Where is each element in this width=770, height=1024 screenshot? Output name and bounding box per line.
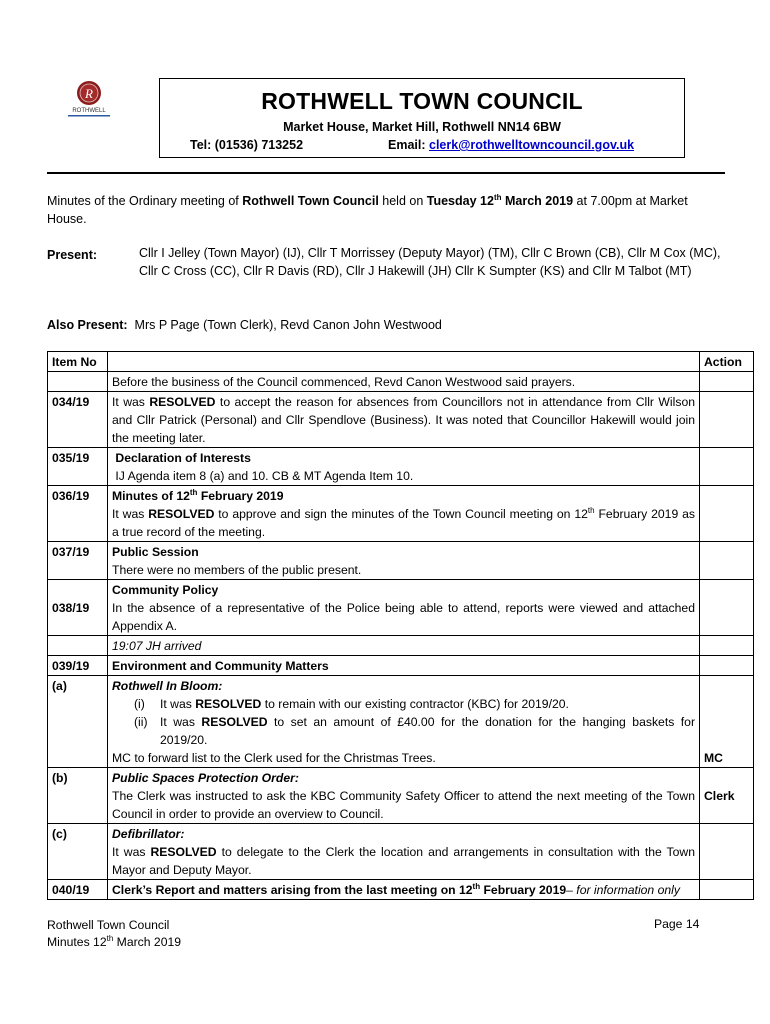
minutes-table xyxy=(47,351,754,900)
action-cell: MC xyxy=(700,676,754,768)
council-telephone: Tel: (01536) 713252 xyxy=(190,138,304,152)
table-row xyxy=(48,448,754,486)
table-row xyxy=(48,542,754,580)
mc-action-text: MC to forward list to the Clerk used for the Christmas Trees. xyxy=(112,751,436,765)
logo-letter: R xyxy=(85,86,93,101)
also-present-line xyxy=(47,316,442,334)
item-title: Minutes of 12th February 2019 xyxy=(112,487,284,503)
item-number: (c) xyxy=(48,824,108,880)
table-row xyxy=(48,486,754,542)
item-no-header: Item No xyxy=(48,352,108,372)
item-number: 034/19 xyxy=(48,392,108,448)
item-number: 038/19 xyxy=(48,580,108,636)
footer-council: Rothwell Town Council xyxy=(47,918,170,932)
prayers-text: Before the business of the Council commenced, Revd Canon Westwood said prayers. xyxy=(108,372,700,392)
sub-item: (ii) It was RESOLVED to set an amount of £40.00 for the donation for the hanging baskets for 2019/20. xyxy=(134,715,696,747)
logo-caption: ROTHWELL xyxy=(72,108,106,114)
item-039a-cell xyxy=(108,676,700,768)
item-036-cell: Minutes of 12th February 2019 It was RESOLVED to approve and sign the minutes of the Town Council meeting on 12th February 2019 as a true record of the meeting. xyxy=(108,486,700,542)
action-header: Action xyxy=(700,352,754,372)
item-037-cell xyxy=(108,542,700,580)
action-cell: Clerk xyxy=(700,768,754,824)
item-number: (b) xyxy=(48,768,108,824)
intro-council-name: Rothwell Town Council xyxy=(242,194,379,208)
item-038-text: In the absence of a representative of the Police being able to attend, reports were viewed and attached Appendix A. xyxy=(112,601,695,633)
table-row xyxy=(48,880,754,900)
intro-text-1: Minutes of the Ordinary meeting of xyxy=(47,194,243,208)
email-label: Email: xyxy=(388,138,426,152)
item-038-cell xyxy=(108,580,700,636)
council-title: ROTHWELL TOWN COUNCIL xyxy=(261,88,583,114)
present-label: Present: xyxy=(47,248,98,262)
table-header-row xyxy=(48,352,754,372)
intro-text-2: held on xyxy=(378,194,427,208)
page-number: Page 14 xyxy=(654,917,700,931)
item-title: Public Session xyxy=(112,545,199,559)
item-035-text: IJ Agenda item 8 (a) and 10. CB & MT Agenda Item 10. xyxy=(115,469,414,483)
item-040-cell: Clerk’s Report and matters arising from the last meeting on 12th February 2019– for information only xyxy=(108,880,700,900)
table-row xyxy=(48,372,754,392)
intro-paragraph xyxy=(47,192,727,228)
item-title: Environment and Community Matters xyxy=(108,656,700,676)
blank-header xyxy=(108,352,700,372)
intro-date xyxy=(427,194,573,208)
sub-item: (i) It was RESOLVED to remain with our existing contractor (KBC) for 2019/20. xyxy=(134,697,569,711)
table-row xyxy=(48,392,754,448)
item-number: 036/19 xyxy=(48,486,108,542)
header-divider xyxy=(47,172,725,174)
item-title: Public Spaces Protection Order: xyxy=(112,771,299,785)
intro-text-3: at 7.00pm at Market House. xyxy=(47,194,688,226)
table-row xyxy=(48,768,754,824)
item-number: 039/19 xyxy=(48,656,108,676)
table-row xyxy=(48,656,754,676)
council-email-line xyxy=(388,138,634,152)
email-link[interactable]: clerk@rothwelltowncouncil.gov.uk xyxy=(429,138,635,152)
table-row xyxy=(48,580,754,636)
item-title: Declaration of Interests xyxy=(115,451,251,465)
also-present-text: Mrs P Page (Town Clerk), Revd Canon John Westwood xyxy=(134,318,442,332)
item-number: 037/19 xyxy=(48,542,108,580)
item-034-text: It was RESOLVED to accept the reason for absences from Councillors not in attendance from Cllr Wilson and Cllr Patrick (Personal) and Cllr Spendlove (Business). It was noted that Councillor Hakewill would join the meeting later. xyxy=(108,392,700,448)
council-address: Market House, Market Hill, Rothwell NN14 6BW xyxy=(283,120,561,134)
table-row xyxy=(48,824,754,880)
item-039c-cell: Defibrillator: It was RESOLVED to delegate to the Clerk the location and arrangements in consultation with the Town Mayor and Deputy Mayor. xyxy=(108,824,700,880)
footer-minutes: Minutes 12 xyxy=(47,935,107,949)
item-number: 040/19 xyxy=(48,880,108,900)
item-035-cell xyxy=(108,448,700,486)
council-logo xyxy=(62,76,116,122)
intro-date-day: Tuesday 12 xyxy=(426,194,494,208)
item-number: 035/19 xyxy=(48,448,108,486)
table-row xyxy=(48,636,754,656)
letterhead-box xyxy=(159,78,685,158)
also-present-label: Also Present: xyxy=(47,318,128,332)
item-title: Rothwell In Bloom: xyxy=(112,679,223,693)
item-title: Community Policy xyxy=(112,583,219,597)
item-039b-cell: Public Spaces Protection Order: The Clerk was instructed to ask the KBC Community Safety Officer to attend the next meeting of the Town Council in order to provide an overview to Council. xyxy=(108,768,700,824)
footer-left: Rothwell Town Council Minutes 12th March 2019 xyxy=(47,918,182,949)
present-list: Cllr I Jelley (Town Mayor) (IJ), Cllr T Morrissey (Deputy Mayor) (TM), Cllr C Brown (CB), Cllr M Cox (MC), Cllr C Cross (CC), Cllr R Davis (RD), Cllr J Hakewill (JH) Cllr K Sumpter (KS) and Cllr M Talbot (MT) xyxy=(139,246,721,278)
intro-date-month: March 2019 xyxy=(501,194,574,208)
item-title: Defibrillator: xyxy=(112,827,185,841)
intro-date-sup: th xyxy=(493,192,502,202)
table-row xyxy=(48,676,754,768)
arrival-note: 19:07 JH arrived xyxy=(108,636,700,656)
item-037-text: There were no members of the public present. xyxy=(112,563,362,577)
item-number: (a) xyxy=(48,676,108,768)
